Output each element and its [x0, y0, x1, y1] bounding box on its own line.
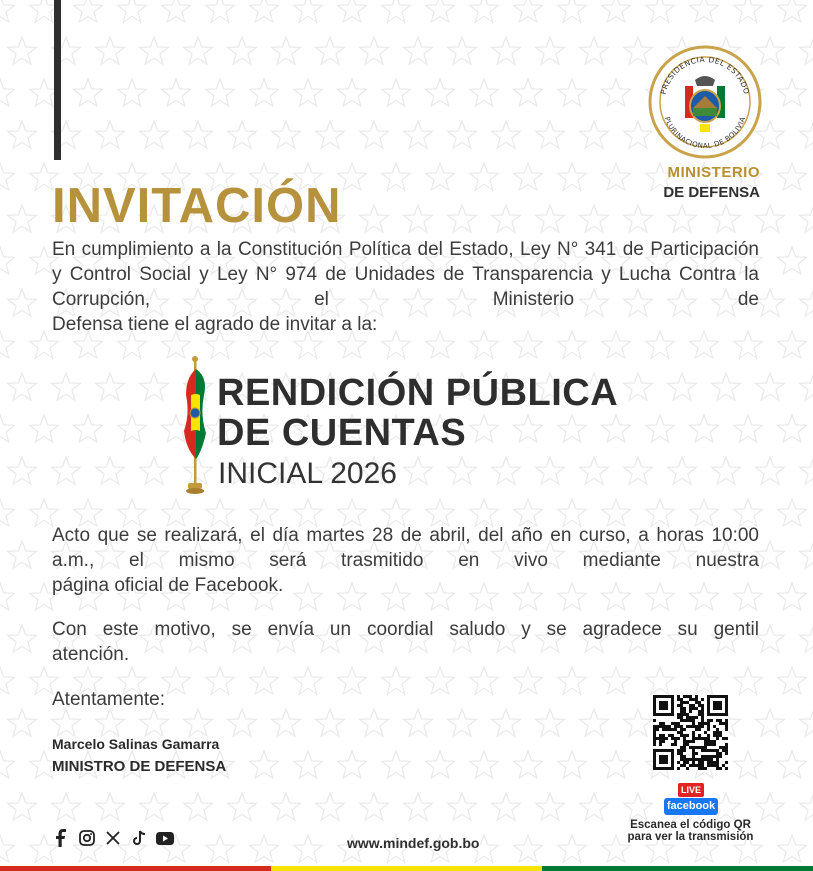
signer-name: Marcelo Salinas Gamarra: [52, 736, 220, 752]
intro-last: Defensa tiene el agrado de invitar a la:: [52, 314, 378, 335]
event-title-line1: RENDICIÓN PÚBLICA: [217, 372, 619, 414]
acto-last: página oficial de Facebook.: [52, 575, 284, 596]
qr-caption: [612, 819, 769, 843]
signer-role: MINISTRO DE DEFENSA: [52, 758, 227, 775]
top-accent-bar: [54, 0, 61, 160]
tiktok-icon[interactable]: [130, 829, 148, 847]
instagram-icon[interactable]: [78, 829, 96, 847]
event-subtitle: INICIAL 2026: [218, 457, 397, 490]
facebook-badge: facebook: [664, 798, 718, 815]
qr-caption-line2: para ver la transmisión: [627, 831, 754, 843]
closing-paragraph: [52, 617, 759, 667]
ministry-logo-text: [620, 163, 760, 203]
intro-paragraph: [52, 237, 759, 337]
acto-main: Acto que se realizará, el día martes 28 de abril, del año en curso, a horas 10:00 a.m., el mismo será trasmitido en vivo mediante nuestra: [52, 525, 759, 571]
ministry-line2: DE DEFENSA: [663, 184, 760, 201]
bottom-flag-stripe: [0, 866, 813, 871]
social-icons: [52, 829, 174, 847]
svg-text:PLURINACIONAL DE BOLIVIA: PLURINACIONAL DE BOLIVIA: [662, 115, 748, 151]
invitation-title: INVITACIÓN: [52, 179, 342, 233]
intro-main: En cumplimiento a la Constitución Política del Estado, Ley N° 341 de Participación y Control Social y Ley N° 974 de Unidades de Transparencia y Lucha Contra la Corrupción, el Ministerio de: [52, 239, 759, 310]
motivo-main: Con este motivo, se envía un coordial saludo y se agradece su gentil: [52, 619, 759, 640]
stripe-red: [0, 866, 271, 871]
live-badge: LIVE: [678, 783, 704, 797]
event-details-paragraph: [52, 523, 759, 598]
website-link[interactable]: www.mindef.gob.bo: [347, 835, 480, 851]
motivo-last: atención.: [52, 644, 130, 665]
qr-code[interactable]: [653, 695, 728, 770]
state-seal-logo: [647, 44, 763, 160]
closing-salutation: Atentamente:: [52, 689, 166, 710]
svg-text:PRESIDENCIA DEL ESTADO: PRESIDENCIA DEL ESTADO: [658, 54, 752, 96]
youtube-icon[interactable]: [156, 829, 174, 847]
facebook-icon[interactable]: [52, 829, 70, 847]
ministry-line1: MINISTERIO: [667, 164, 760, 181]
event-title-line2: DE CUENTAS: [217, 412, 467, 454]
stripe-yellow: [271, 866, 542, 871]
x-icon[interactable]: [104, 829, 122, 847]
bolivia-flag-icon: [178, 355, 212, 495]
event-title: [217, 373, 618, 453]
qr-caption-line1: Escanea el código QR: [630, 819, 751, 831]
stripe-green: [542, 866, 813, 871]
